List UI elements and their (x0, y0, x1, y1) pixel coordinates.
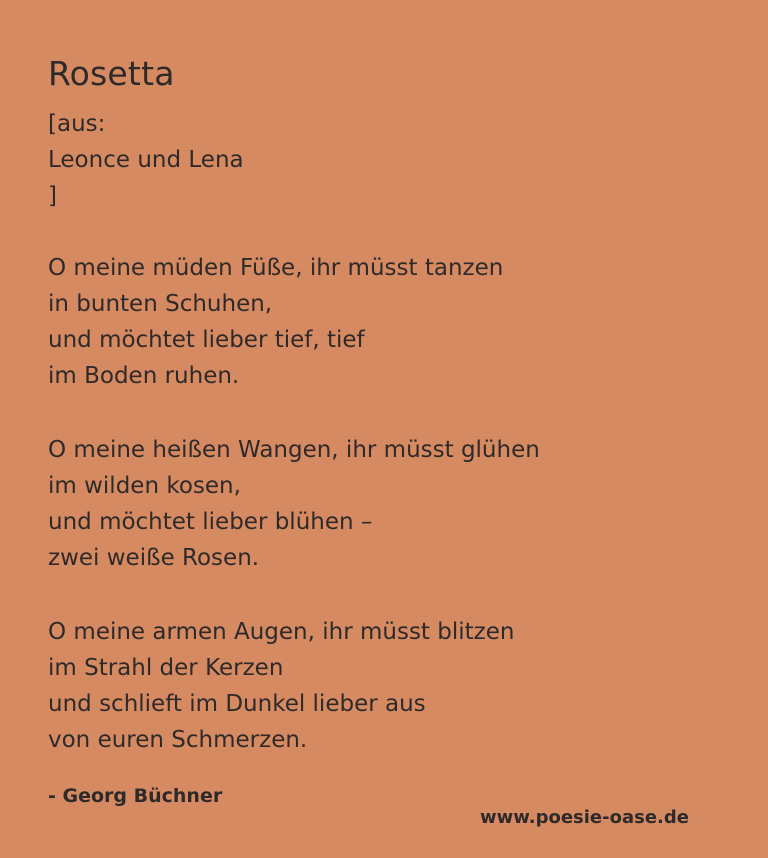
source-close: ] (48, 183, 57, 209)
stanza-3-line-3: und schlieft im Dunkel lieber aus (48, 691, 426, 717)
stanza-3-line-4: von euren Schmerzen. (48, 727, 308, 753)
stanza-3-line-1: O meine armen Augen, ihr müsst blitzen (48, 619, 515, 645)
stanza-1-line-1: O meine müden Füße, ihr müsst tanzen (48, 255, 504, 281)
stanza-2-line-3: und möchtet lieber blühen – (48, 509, 373, 535)
stanza-2-line-1: O meine heißen Wangen, ihr müsst glühen (48, 437, 540, 463)
poem-title: Rosetta (48, 54, 175, 93)
stanza-2-line-2: im wilden kosen, (48, 473, 241, 499)
stanza-1-line-2: in bunten Schuhen, (48, 291, 273, 317)
stanza-1-line-3: und möchtet lieber tief, tief (48, 327, 365, 353)
stanza-3-line-2: im Strahl der Kerzen (48, 655, 284, 681)
stanza-1-line-4: im Boden ruhen. (48, 363, 240, 389)
stanza-2-line-4: zwei weiße Rosen. (48, 545, 260, 571)
author-attribution: - Georg Büchner (48, 785, 223, 807)
source-work: Leonce und Lena (48, 147, 244, 173)
website-url: www.poesie-oase.de (480, 807, 689, 828)
source-open: [aus: (48, 111, 106, 137)
